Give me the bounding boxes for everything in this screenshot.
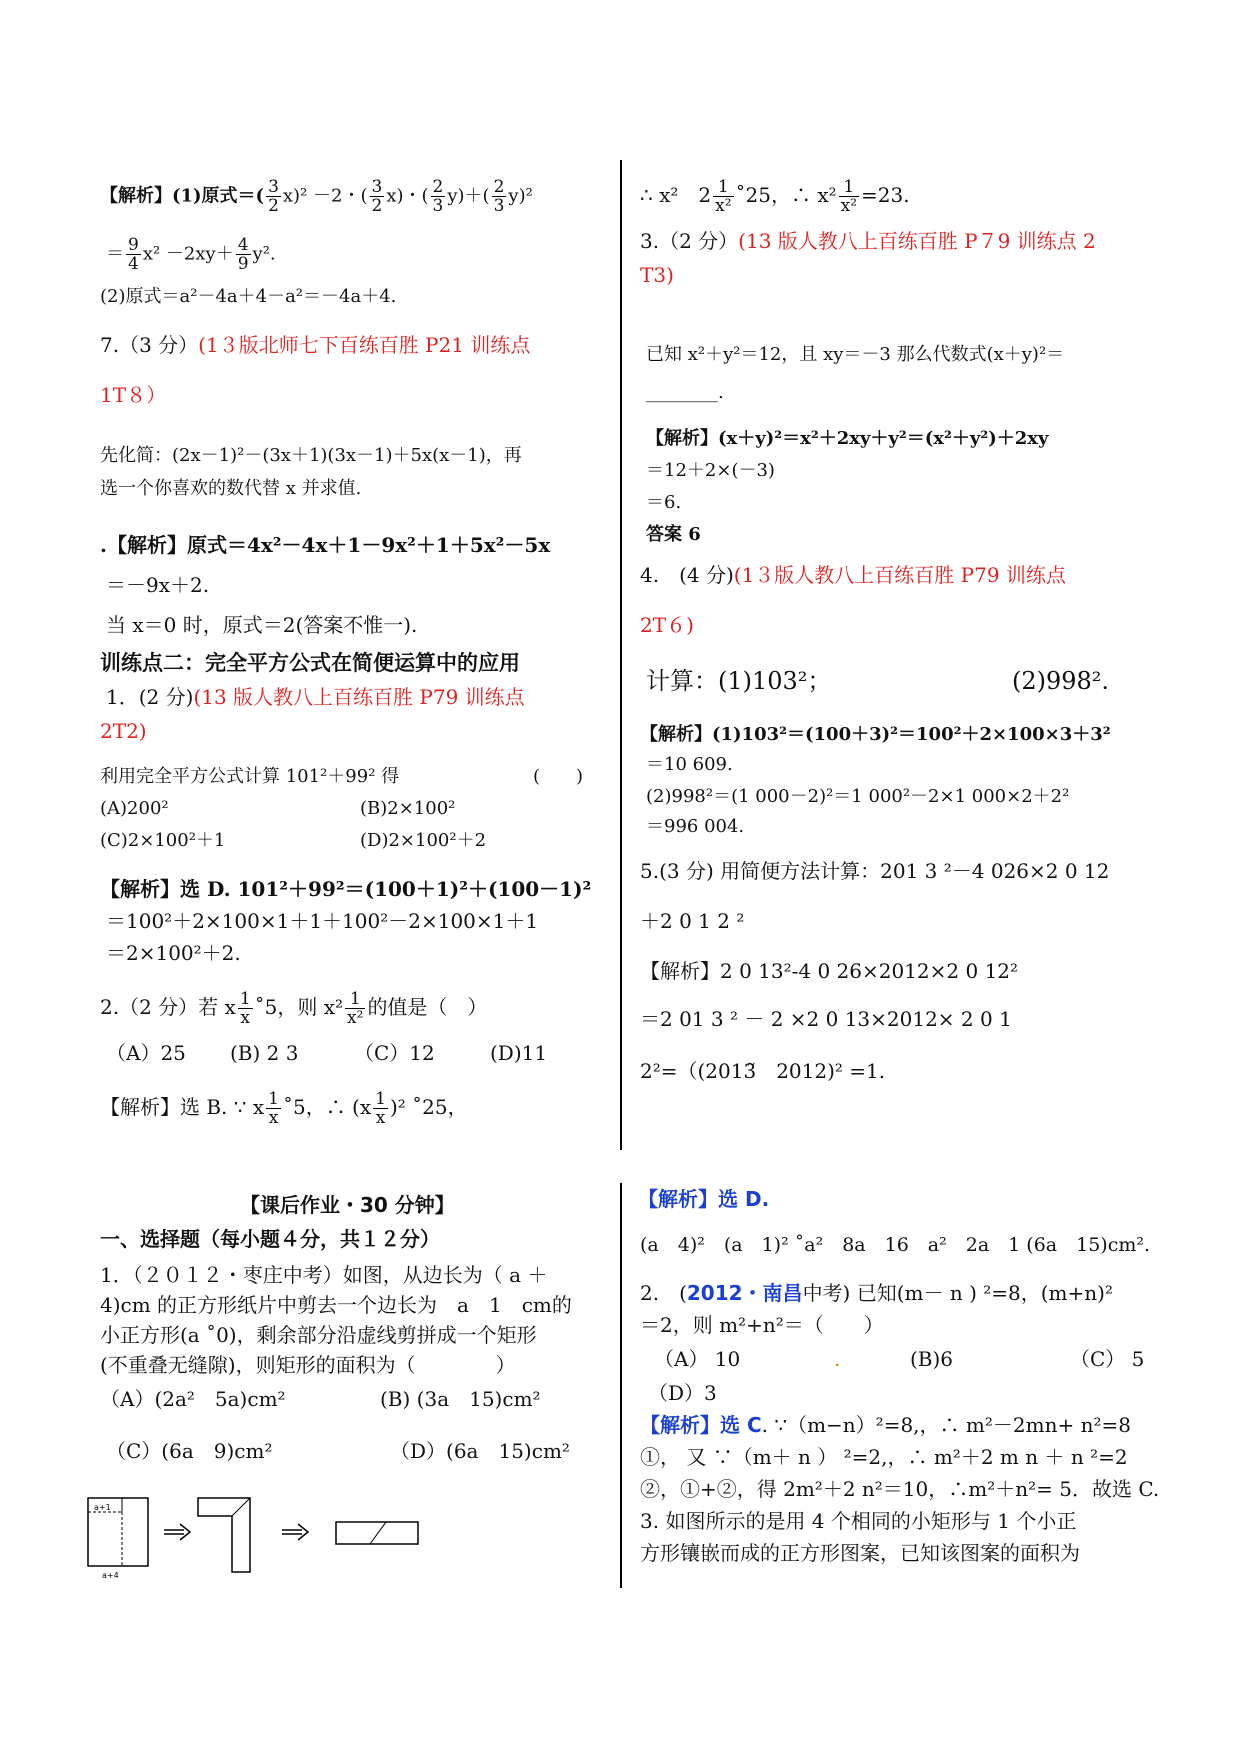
question-1-answer-3: ＝2×100²＋2.: [106, 941, 241, 965]
hw-answer-1-label: 【解析】选 D.: [638, 1187, 770, 1211]
question-7-answer-3: 当 x＝0 时，原式＝2(答案不惟一).: [106, 613, 418, 637]
hw-question-1-line-4: (不重叠无缝隙)，则矩形的面积为（ ）: [100, 1353, 516, 1377]
hw-answer-2-line-2: ①， 又 ∵（m＋ n ） ²=2,，∴ m²＋2 m n ＋ n ²=2: [640, 1445, 1128, 1469]
question-4-source-cont: 2T６): [640, 613, 694, 637]
question-7-header: 7.（3 分）(1３版北师七下百练百胜 P21 训练点: [100, 333, 531, 357]
question-3-text: 已知 x²＋y²＝12，且 xy＝－3 那么代数式(x＋y)²＝: [646, 344, 1065, 365]
analysis-line-1: 【解析】(1)原式＝( $\frac{3}{2}$ x)² －2・( $\frac{3}{2}$ x)・( $\frac{2}{3}$ y)＋( $\frac{2}{3}$ y)²: [100, 177, 533, 216]
arrow-2: [282, 1524, 308, 1540]
hw-option-2B: (B)6: [910, 1347, 954, 1371]
section-heading-2: 训练点二：完全平方公式在简便运算中的应用: [100, 651, 520, 675]
hw-question-1-line-2: 4)cm 的正方形纸片中剪去一个边长为 a 1 cm的: [100, 1293, 572, 1317]
question-7-text-1: 先化简：(2x－1)²－(3x＋1)(3x－1)＋5x(x－1)，再: [100, 445, 522, 466]
hw-option-2A: （A） 10: [654, 1347, 741, 1371]
option-2A: （A）25: [106, 1041, 186, 1065]
result-rectangle: [336, 1522, 418, 1544]
question-7-source-cont: 1T８）: [100, 383, 167, 407]
option-1D: (D)2×100²＋2: [360, 830, 487, 851]
question-1-answer-2: ＝100²＋2×100×1＋1＋100²－2×100×1＋1: [106, 909, 539, 933]
option-2B: (B) 2 3: [230, 1041, 299, 1065]
hw-option-1C: （C）(6a 9)cm²: [106, 1439, 273, 1463]
question-7-text-2: 选一个你喜欢的数代替 x 并求值.: [100, 478, 362, 499]
question-7-answer-1: .【解析】原式＝4x²－4x＋1－9x²＋1＋5x²－5x: [100, 533, 551, 557]
question-2-text: 2.（2 分）若 x $\frac{1}{x}$ ˚5，则 x² $\frac{1}{\text{x²}}$ 的值是（ ）: [100, 989, 488, 1028]
choice-section-heading: 一、选择题（每小题４分，共１２分）: [100, 1227, 440, 1251]
arrow-1: [164, 1524, 190, 1540]
hw-option-2C: （C） 5: [1070, 1347, 1145, 1371]
column-divider-top: [620, 160, 622, 1150]
question-1-text: 利用完全平方公式计算 101²＋99² 得: [100, 766, 400, 787]
l-shape: [198, 1498, 250, 1572]
option-1A: (A)200²: [100, 798, 169, 819]
hw-option-1B: (B) (3a 15)cm²: [380, 1387, 541, 1411]
question-7-answer-2: ＝－9x＋2.: [106, 573, 210, 597]
question-4-answer-2: ＝10 609.: [646, 754, 733, 775]
question-1-header: 1．(2 分)(13 版人教八上百练百胜 P79 训练点: [106, 685, 525, 709]
option-2C: （C）12: [354, 1041, 435, 1065]
question-3-blank: ________.: [646, 382, 724, 403]
result-line-1: ∴ x² 2 $\frac{1}{\text{x²}}$ ˚25，∴ x² $\frac{1}{\text{x²}}$ =23.: [640, 177, 910, 216]
question-1-answer-1: 【解析】选 D. 101²＋99²＝(100＋1)²＋(100－1)²: [100, 877, 592, 901]
question-4-answer-1: 【解析】(1)103²＝(100＋3)²＝100²＋2×100×3＋3²: [640, 724, 1111, 745]
column-divider-bottom: [620, 1183, 622, 1588]
question-5-answer-1: 【解析】2 0 13²-4 0 26×2012×2 0 12²: [640, 959, 1019, 983]
question-5-answer-3: 2²=（(2013̃ 2012)² =1.: [640, 1059, 886, 1083]
square-top-label: a+1: [94, 1503, 111, 1512]
square-bottom-label: a+4: [102, 1571, 119, 1580]
analysis-line-2: ＝ $\frac{9}{4}$ x² －2xy＋ $\frac{4}{9}$ y².: [106, 235, 276, 274]
hw-option-2-dot: .: [834, 1347, 841, 1371]
hw-question-3-line-1: 3. 如图所示的是用 4 个相同的小矩形与 1 个小正: [640, 1509, 1077, 1533]
homework-title: 【课后作业・30 分钟】: [240, 1193, 455, 1217]
hw-question-2-line-2: ＝2，则 m²+n²＝（ ）: [640, 1313, 884, 1337]
question-1-source-cont: 2T2): [100, 719, 147, 743]
question-5-text-1: 5.(3 分) 用简便方法计算：201 3 ²－4 026×2 0 12: [640, 859, 1110, 883]
question-5-text-2: ＋2 0 1 2 ²: [640, 909, 745, 933]
cut-paper-figure: [80, 1490, 480, 1580]
question-3-header: 3.（2 分）(13 版人教八上百练百胜 P７9 训练点 2: [640, 229, 1096, 253]
question-4-header: 4. (4 分)(1３版人教八上百练百胜 P79 训练点: [640, 563, 1066, 587]
question-4-text-1: 计算：(1)103²；: [646, 667, 832, 695]
hw-question-3-line-2: 方形镶嵌而成的正方形图案，已知该图案的面积为: [640, 1541, 1080, 1565]
hw-option-1D: （D）(6a 15)cm²: [390, 1439, 570, 1463]
option-1C: (C)2×100²＋1: [100, 830, 226, 851]
question-4-answer-3: (2)998²＝(1 000－2)²＝1 000²－2×1 000×2＋2²: [646, 786, 1070, 807]
hw-answer-2-line-3: ②，①+②，得 2m²＋2 n²＝10，∴m²＋n²= 5．故选 C.: [640, 1477, 1160, 1501]
hw-question-1-line-1: 1．（２０１２・枣庄中考）如图，从边长为（ a ＋: [100, 1263, 548, 1287]
question-3-answer-2: ＝12＋2×(－3): [646, 460, 775, 481]
option-2D: (D)11: [490, 1041, 548, 1065]
question-4-answer-4: ＝996 004.: [646, 816, 745, 837]
question-3-answer-3: ＝6.: [646, 492, 682, 513]
hw-option-1A: （A）(2a² 5a)cm²: [100, 1387, 286, 1411]
question-3-source-cont: T3): [640, 263, 674, 287]
hw-answer-1-expr: (a 4)² (a 1)² ˚a² 8a 16 a² 2a 1 (6a 15)cm².: [640, 1234, 1151, 1256]
question-4-text-2: (2)998².: [1012, 667, 1110, 695]
question-1-paren: ( ): [533, 766, 584, 787]
hw-question-1-line-3: 小正方形(a ˚0)，剩余部分沿虚线剪拼成一个矩形: [100, 1323, 537, 1347]
question-5-answer-2: ＝2 01 3 ² － 2 ×2 0 13×2012× 2 0 1: [640, 1007, 1012, 1031]
hw-question-2-line-1: 2. (2012・南昌中考) 已知(m－ n ) ²=8，(m+n)²: [640, 1281, 1113, 1305]
question-3-answer-1: 【解析】(x＋y)²＝x²＋2xy＋y²＝(x²＋y²)＋2xy: [646, 428, 1049, 449]
question-2-answer: 【解析】选 B. ∵ x $\frac{1}{x}$ ˚5，∴ (x $\frac{1}{x}$ )² ˚25，: [100, 1089, 468, 1128]
option-1B: (B)2×100²: [360, 798, 456, 819]
hw-answer-2-line-1: 【解析】选 C. ∵（m−n）²=8,，∴ m²－2mn+ n²=8: [640, 1413, 1131, 1437]
question-3-answer-4: 答案 6: [646, 524, 701, 545]
analysis-line-3: (2)原式＝a²－4a＋4－a²＝－4a＋4.: [100, 286, 397, 307]
hw-option-2D: （D）3: [648, 1381, 717, 1405]
